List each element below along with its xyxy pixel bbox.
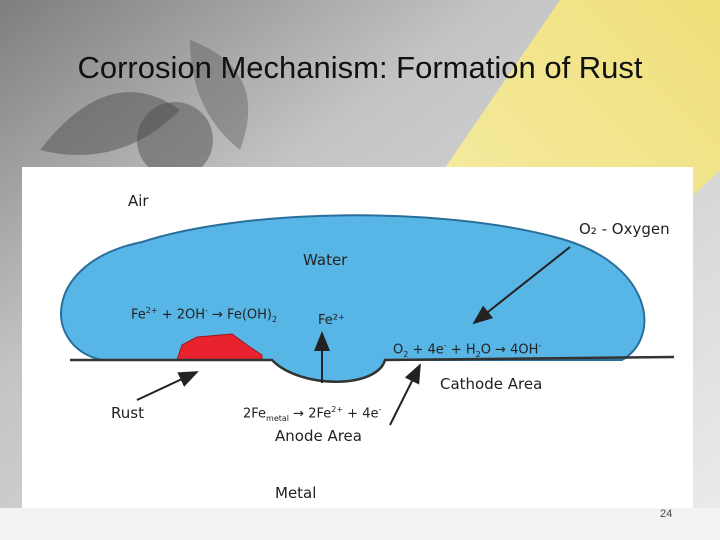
cathode-equation: $O_2 + 4e^- + H_2O \to 4OH^-$ — [393, 341, 542, 359]
cathode-arrow — [390, 365, 420, 425]
corrosion-diagram — [22, 167, 693, 508]
rust-label: Rust — [111, 404, 144, 422]
metal-label: Metal — [275, 484, 317, 502]
water-droplet — [61, 215, 644, 381]
anode-equation: $2Fe_{metal} \to 2Fe^{2+} + 4e^-$ — [243, 405, 382, 423]
page-number: 24 — [660, 508, 673, 520]
oxygen-label: O₂ - Oxygen — [579, 220, 670, 238]
anode-area-label: Anode Area — [275, 427, 362, 445]
diagram-drawing — [22, 167, 693, 508]
air-label: Air — [128, 192, 149, 210]
footer-band — [0, 508, 720, 540]
fe-ion-label: Fe²⁺ — [318, 313, 345, 328]
water-label: Water — [303, 251, 348, 269]
rust-arrow — [137, 372, 197, 400]
cathode-area-label: Cathode Area — [440, 375, 543, 393]
hydroxide-equation: $Fe^{2+} + 2OH^- \to Fe(OH)_2$ — [131, 306, 278, 324]
slide-title: Corrosion Mechanism: Formation of Rust — [77, 50, 643, 85]
